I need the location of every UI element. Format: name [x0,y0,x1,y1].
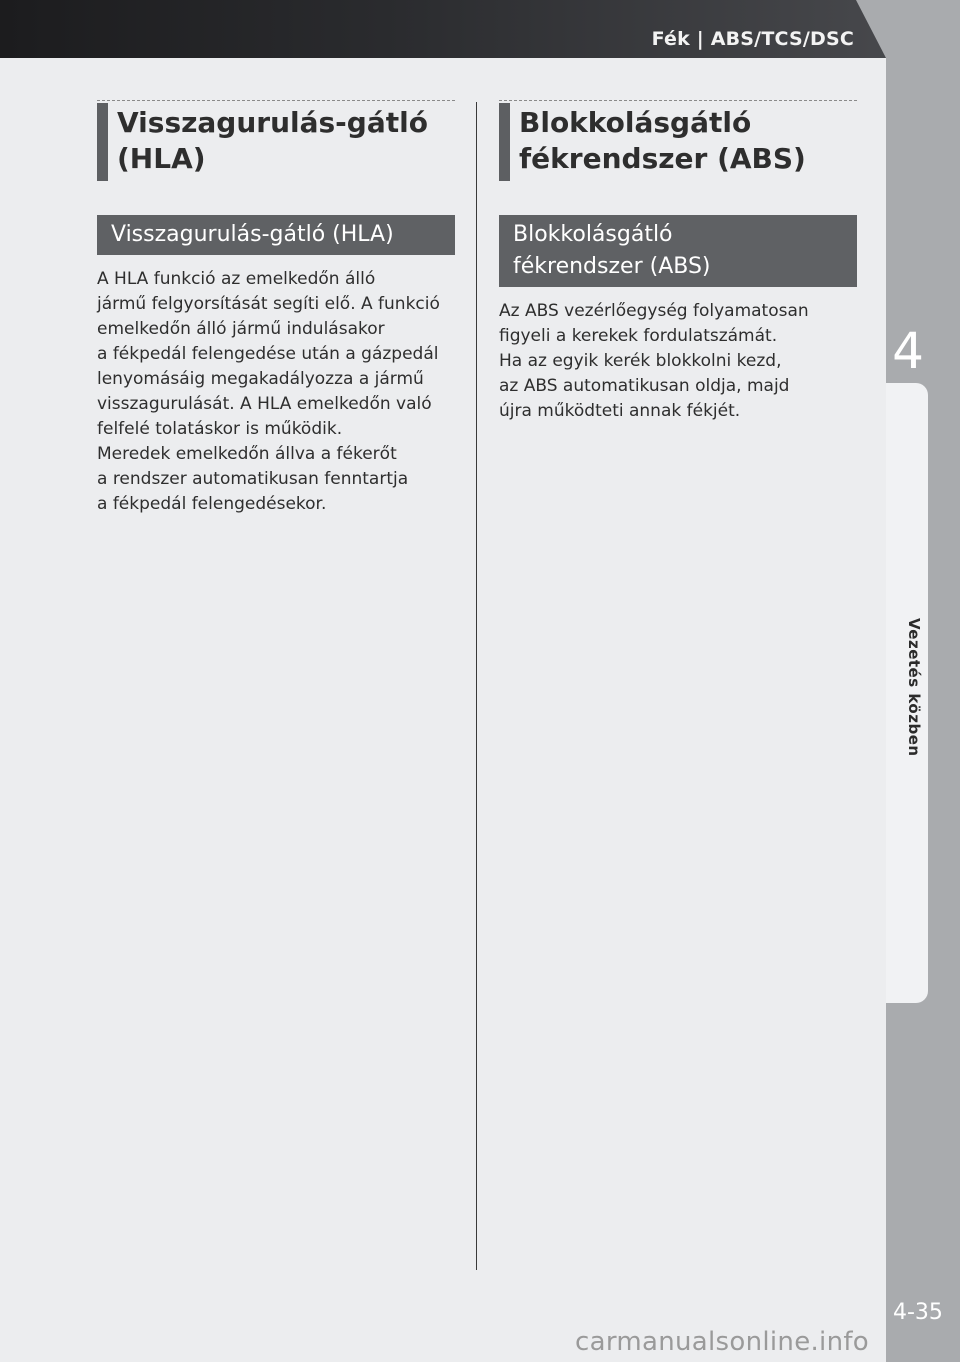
watermark-text: carmanualsonline.info [575,1327,870,1357]
right-column [499,100,857,424]
right-subheading-line: fékrendszer (ABS) [513,254,711,279]
body-line: a fékpedál felengedése után a gázpedál [97,344,439,364]
right-heading-block [499,100,857,181]
right-subheading [499,215,857,287]
heading-accent-bar [97,103,108,181]
body-line: emelkedőn álló jármű indulásakor [97,319,385,339]
left-heading-line: Visszagurulás-gátló [117,106,428,139]
right-heading-line: Blokkolásgátló [519,106,752,139]
body-line: lenyomásáig megakadályozza a jármű [97,369,424,389]
right-heading-line: fékrendszer (ABS) [519,142,806,175]
body-line: az ABS automatikusan oldja, majd [499,376,790,396]
body-line: jármű felgyorsítását segíti elő. A funkció [97,294,440,314]
left-heading-block [97,100,455,181]
left-heading-line: (HLA) [117,142,206,175]
left-subheading: Visszagurulás-gátló (HLA) [97,215,455,255]
body-line: újra működteti annak fékjét. [499,401,741,421]
body-line: a rendszer automatikusan fenntartja [97,469,409,489]
chapter-label: Vezetés közben [905,618,923,757]
body-line: a fékpedál felengedésekor. [97,494,327,514]
section-title: Fék | ABS/TCS/DSC [651,28,854,50]
left-column [97,100,455,517]
body-line: Ha az egyik kerék blokkolni kezd, [499,351,782,371]
body-line: figyeli a kerekek fordulatszámát. [499,326,778,346]
chapter-number: 4 [892,322,924,380]
column-divider [476,102,477,1270]
right-body-text [499,299,857,424]
heading-accent-bar [499,103,510,181]
body-line: felfelé tolatáskor is működik. [97,419,343,439]
body-line: A HLA funkció az emelkedőn álló [97,269,376,289]
body-line: visszagurulását. A HLA emelkedőn való [97,394,432,414]
right-heading [519,105,857,177]
left-body-text [97,267,455,517]
header-corner [856,0,886,58]
body-line: Meredek emelkedőn állva a fékerőt [97,444,397,464]
body-line: Az ABS vezérlőegység folyamatosan [499,301,809,321]
right-subheading-line: Blokkolásgátló [513,222,673,247]
page-number: 4-35 [893,1300,943,1325]
left-heading [117,105,455,177]
